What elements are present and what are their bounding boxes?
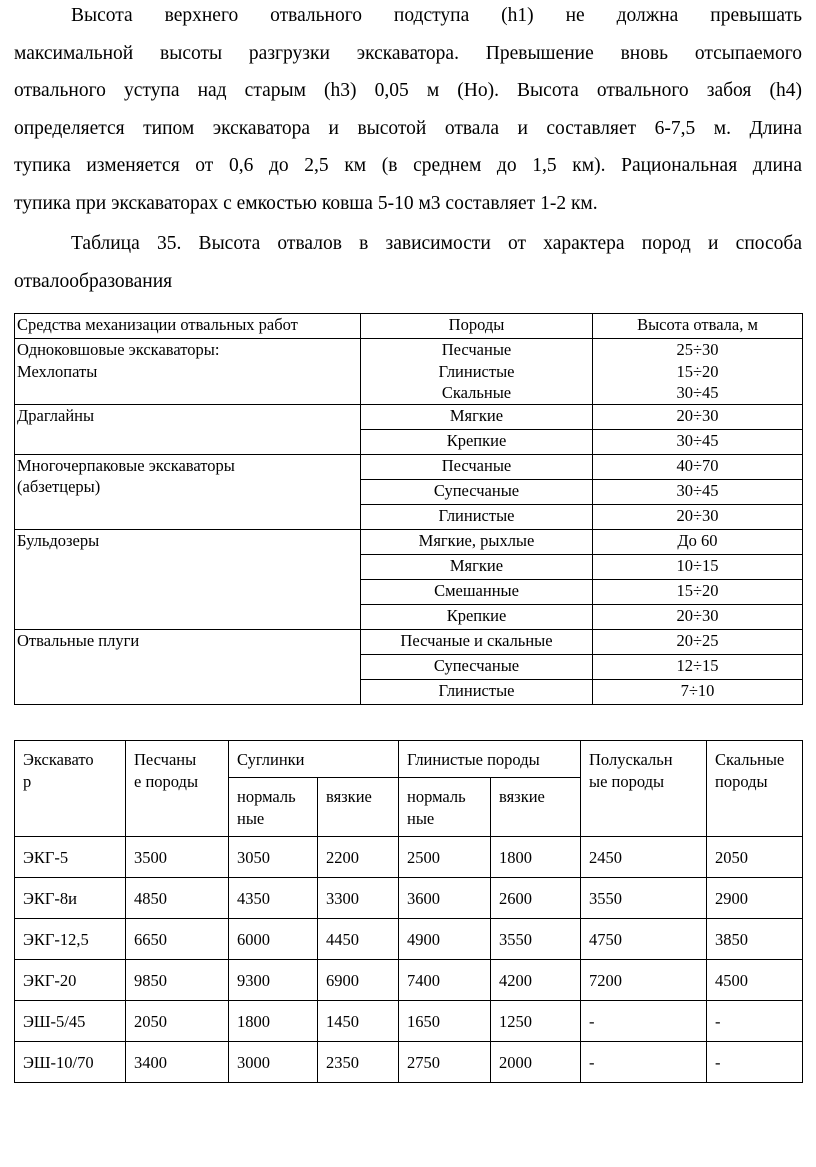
value-cell: -: [581, 1001, 707, 1042]
paragraph-line: тупика при экскаваторах с емкостью ковша 5-10 м3 составляет 1-2 км.: [14, 192, 598, 214]
rock-cell: Крепкие: [361, 429, 593, 454]
value-cell: 3050: [229, 837, 318, 878]
height-cell: 20÷25: [593, 629, 803, 654]
excavator-cell: ЭКГ-12,5: [15, 919, 126, 960]
header-sandy: Песчаны е породы: [126, 741, 229, 837]
table-row: [15, 878, 803, 919]
value-cell: 6900: [318, 960, 399, 1001]
table-row: [15, 529, 803, 554]
value-cell: 2450: [581, 837, 707, 878]
paragraph-line: тупика изменяется от 0,6 до 2,5 км (в среднем до 1,5 км). Рациональная длина: [14, 155, 802, 176]
rock-cell: Мягкие, рыхлые: [361, 529, 593, 554]
table-row: [15, 454, 803, 479]
subheader-normal: нормаль ные: [399, 778, 491, 837]
value-cell: 1450: [318, 1001, 399, 1042]
value-cell: 3600: [399, 878, 491, 919]
table-row: [15, 1042, 803, 1083]
paragraph-dump-height: [14, 0, 802, 222]
header-excavator: Экскавато р: [15, 741, 126, 837]
table-row: [15, 1001, 803, 1042]
value-cell: 2500: [399, 837, 491, 878]
rock-cell: Супесчаные: [361, 479, 593, 504]
dump-height-table: [14, 313, 803, 705]
value-cell: -: [707, 1042, 803, 1083]
header-semirock: Полускальн ые породы: [581, 741, 707, 837]
value-cell: 6650: [126, 919, 229, 960]
table-header-row: [15, 741, 803, 778]
height-cell: 7÷10: [593, 679, 803, 704]
value-cell: 1800: [229, 1001, 318, 1042]
caption-line: Таблица 35. Высота отвалов в зависимости от характера пород и способа: [71, 233, 802, 254]
value-cell: 3550: [581, 878, 707, 919]
excavator-productivity-table: [14, 740, 803, 1083]
value-cell: 3000: [229, 1042, 318, 1083]
table-header-row: [15, 314, 803, 339]
table-row: [15, 404, 803, 429]
value-cell: 6000: [229, 919, 318, 960]
caption-line: отвалообразования: [14, 270, 173, 292]
value-cell: 2000: [491, 1042, 581, 1083]
rock-cell: Глинистые: [361, 679, 593, 704]
paragraph-line: максимальной высоты разгрузки экскаватора. Превышение вновь отсыпаемого: [14, 42, 802, 64]
mechanism-cell: Бульдозеры: [15, 529, 361, 629]
height-cell: 30÷45: [593, 429, 803, 454]
value-cell: 1250: [491, 1001, 581, 1042]
value-cell: 2600: [491, 878, 581, 919]
value-cell: 1800: [491, 837, 581, 878]
value-cell: 9300: [229, 960, 318, 1001]
value-cell: 7200: [581, 960, 707, 1001]
height-cell: 15÷20: [593, 579, 803, 604]
value-cell: 4350: [229, 878, 318, 919]
height-cell: 12÷15: [593, 654, 803, 679]
table-caption: [14, 225, 802, 300]
height-cell: 30÷45: [593, 479, 803, 504]
value-cell: 7400: [399, 960, 491, 1001]
header-rock: Скальные породы: [707, 741, 803, 837]
header-cell: Средства механизации отвальных работ: [15, 314, 361, 339]
rock-cell: Мягкие: [361, 404, 593, 429]
mechanism-cell: Одноковшовые экскаваторы: Мехлопаты: [15, 339, 361, 405]
value-cell: 3400: [126, 1042, 229, 1083]
excavator-cell: ЭКГ-20: [15, 960, 126, 1001]
table-row: [15, 837, 803, 878]
paragraph-line: определяется типом экскаватора и высотой отвала и составляет 6-7,5 м. Длина: [14, 117, 802, 139]
paragraph-line: Высота верхнего отвального подступа (h1) не должна превышать: [71, 5, 802, 26]
value-cell: 3850: [707, 919, 803, 960]
height-cell: 20÷30: [593, 604, 803, 629]
rock-cell: Песчаные и скальные: [361, 629, 593, 654]
subheader-viscous: вязкие: [491, 778, 581, 837]
table-row: [15, 629, 803, 654]
value-cell: 2200: [318, 837, 399, 878]
value-cell: 9850: [126, 960, 229, 1001]
rock-cell: Песчаные Глинистые Скальные: [361, 339, 593, 405]
height-cell: 20÷30: [593, 504, 803, 529]
mechanism-cell: Многочерпаковые экскаваторы (абзетцеры): [15, 454, 361, 529]
height-cell: 40÷70: [593, 454, 803, 479]
height-cell: До 60: [593, 529, 803, 554]
rock-cell: Супесчаные: [361, 654, 593, 679]
subheader-viscous: вязкие: [318, 778, 399, 837]
value-cell: -: [707, 1001, 803, 1042]
rock-cell: Песчаные: [361, 454, 593, 479]
mechanism-cell: Драглайны: [15, 404, 361, 454]
value-cell: 4500: [707, 960, 803, 1001]
value-cell: 2050: [707, 837, 803, 878]
header-loam: Суглинки: [229, 741, 399, 778]
rock-cell: Крепкие: [361, 604, 593, 629]
excavator-cell: ЭКГ-8и: [15, 878, 126, 919]
value-cell: 1650: [399, 1001, 491, 1042]
height-cell: 25÷30 15÷20 30÷45: [593, 339, 803, 405]
rock-cell: Мягкие: [361, 554, 593, 579]
table-row: [15, 919, 803, 960]
header-cell: Породы: [361, 314, 593, 339]
value-cell: 2900: [707, 878, 803, 919]
value-cell: 4450: [318, 919, 399, 960]
value-cell: 2050: [126, 1001, 229, 1042]
excavator-cell: ЭШ-10/70: [15, 1042, 126, 1083]
height-cell: 10÷15: [593, 554, 803, 579]
table-row: [15, 960, 803, 1001]
value-cell: 2750: [399, 1042, 491, 1083]
table-row: [15, 339, 803, 405]
mechanism-cell: Отвальные плуги: [15, 629, 361, 704]
value-cell: 3550: [491, 919, 581, 960]
excavator-cell: ЭКГ-5: [15, 837, 126, 878]
value-cell: -: [581, 1042, 707, 1083]
rock-cell: Глинистые: [361, 504, 593, 529]
header-cell: Высота отвала, м: [593, 314, 803, 339]
height-cell: 20÷30: [593, 404, 803, 429]
paragraph-line: отвального уступа над старым (h3) 0,05 м (Но). Высота отвального забоя (h4): [14, 80, 802, 101]
value-cell: 4850: [126, 878, 229, 919]
header-clay: Глинистые породы: [399, 741, 581, 778]
value-cell: 3500: [126, 837, 229, 878]
excavator-cell: ЭШ-5/45: [15, 1001, 126, 1042]
subheader-normal: нормаль ные: [229, 778, 318, 837]
value-cell: 4900: [399, 919, 491, 960]
value-cell: 2350: [318, 1042, 399, 1083]
value-cell: 4200: [491, 960, 581, 1001]
value-cell: 4750: [581, 919, 707, 960]
value-cell: 3300: [318, 878, 399, 919]
rock-cell: Смешанные: [361, 579, 593, 604]
